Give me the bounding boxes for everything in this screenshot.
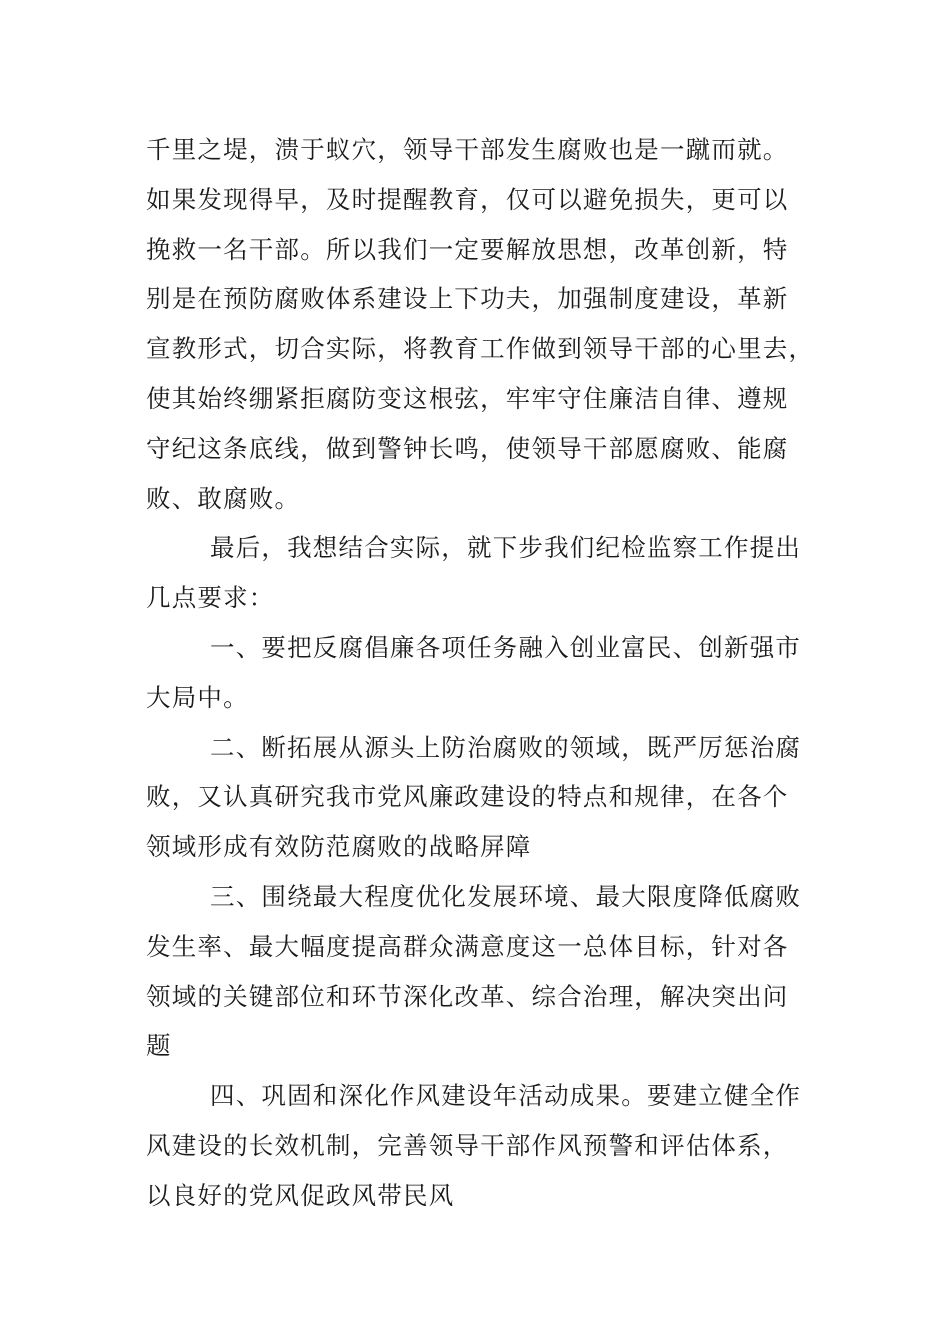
text-line-7: 守纪这条底线，做到警钟长鸣，使领导干部愿腐败、能腐 (146, 433, 789, 463)
text-line-21: 风建设的长效机制，完善领导干部作风预警和评估体系， (146, 1130, 789, 1160)
text-line-6: 使其始终绷紧拒腐防变这根弦，牢牢守住廉洁自律、遵规 (146, 383, 789, 413)
text-line-20: 四、巩固和深化作风建设年活动成果。要建立健全作 (210, 1081, 802, 1111)
text-line-13: 二、断拓展从源头上防治腐败的领域，既严厉惩治腐 (210, 732, 802, 762)
text-line-15: 领域形成有效防范腐败的战略屏障 (146, 832, 532, 862)
text-line-16: 三、围绕最大程度优化发展环境、最大限度降低腐败 (210, 881, 802, 911)
text-line-3: 挽救一名干部。所以我们一定要解放思想，改革创新，特 (146, 234, 789, 264)
text-line-2: 如果发现得早，及时提醒教育，仅可以避免损失，更可以 (146, 184, 789, 214)
text-line-12: 大局中。 (146, 682, 249, 712)
text-line-19: 题 (146, 1031, 172, 1061)
text-line-14: 败，又认真研究我市党风廉政建设的特点和规律，在各个 (146, 782, 789, 812)
text-line-8: 败、敢腐败。 (146, 483, 301, 513)
text-line-5: 宣教形式，切合实际，将教育工作做到领导干部的心里去， (146, 334, 815, 364)
text-line-1: 千里之堤，溃于蚁穴，领导干部发生腐败也是一蹴而就。 (146, 135, 789, 164)
text-line-4: 别是在预防腐败体系建设上下功夫，加强制度建设，革新 (146, 284, 789, 314)
text-line-11: 一、要把反腐倡廉各项任务融入创业富民、创新强市 (210, 632, 802, 662)
text-line-18: 领域的关键部位和环节深化改革、综合治理，解决突出问 (146, 981, 789, 1011)
text-line-17: 发生率、最大幅度提高群众满意度这一总体目标，针对各 (146, 931, 789, 961)
text-line-9: 最后，我想结合实际，就下步我们纪检监察工作提出 (210, 533, 802, 563)
text-line-10: 几点要求： (146, 583, 275, 613)
body-text (146, 125, 815, 1221)
text-line-22: 以良好的党风促政风带民风 (146, 1180, 455, 1210)
